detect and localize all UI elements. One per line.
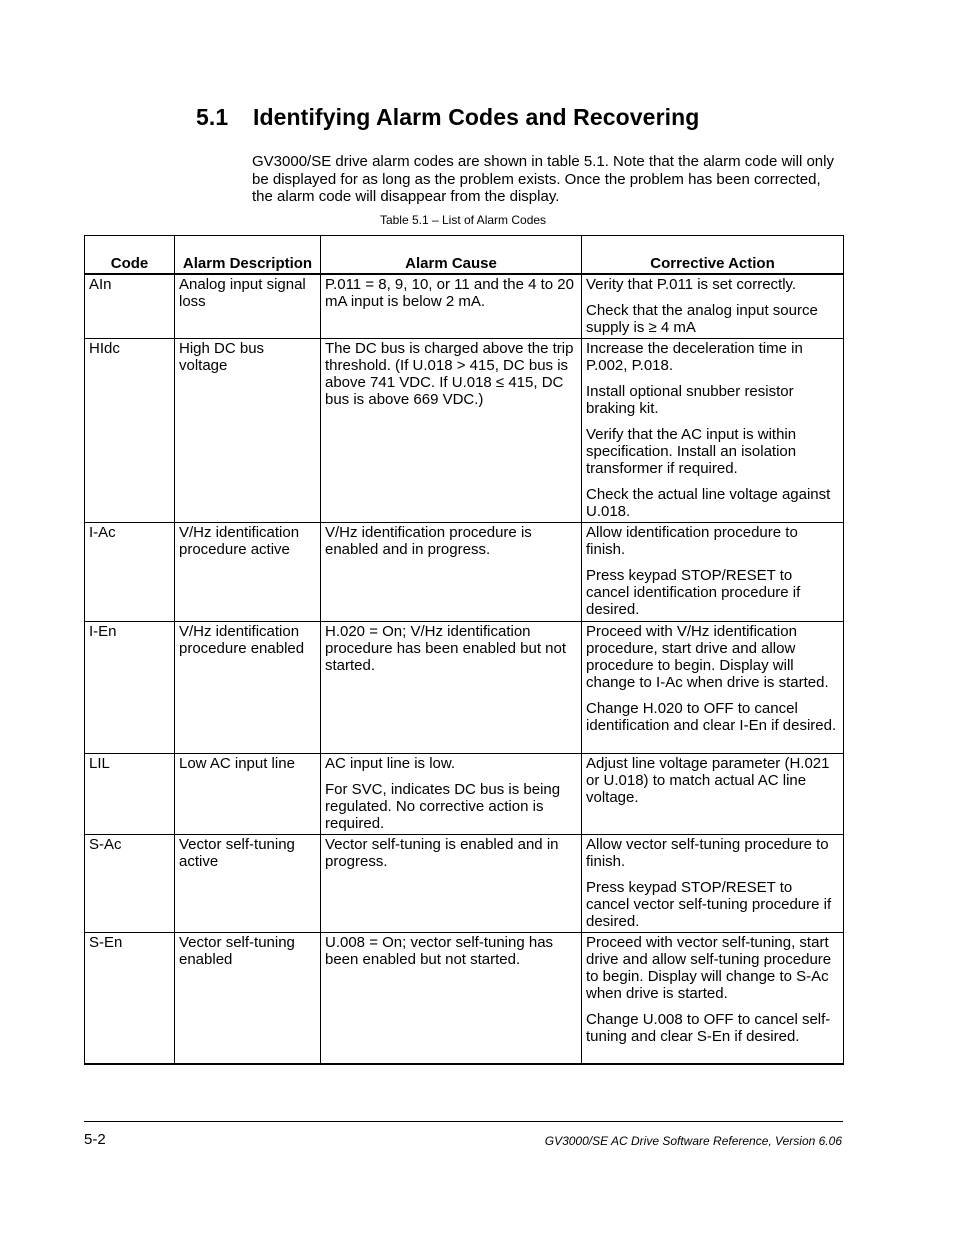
cause-text: U.008 = On; vector self-tuning has been enabled but not started. xyxy=(325,934,554,968)
cause-text: For SVC, indicates DC bus is being regulated. No corrective action is required. xyxy=(325,781,561,832)
cause-text: AC input line is low. xyxy=(325,755,456,772)
cause-text: Vector self-tuning is enabled and in progress. xyxy=(325,836,559,870)
cell-action xyxy=(582,339,844,523)
table-row xyxy=(85,933,844,1064)
action-text: Proceed with V/Hz identification procedure, start drive and allow procedure to begin. Display will change to I-Ac when drive is started. xyxy=(586,623,829,691)
table-row xyxy=(85,523,844,622)
cell-description: Vector self-tuning enabled xyxy=(175,933,321,1064)
action-text: Press keypad STOP/RESET to cancel identification procedure if desired. xyxy=(586,567,801,618)
cause-text: V/Hz identification procedure is enabled and in progress. xyxy=(325,524,532,558)
cause-text: P.011 = 8, 9, 10, or 11 and the 4 to 20 mA input is below 2 mA. xyxy=(325,276,574,310)
cell-description: V/Hz identification procedure enabled xyxy=(175,622,321,754)
header-cause: Alarm Cause xyxy=(321,236,582,275)
alarm-codes-table xyxy=(84,235,844,1065)
cell-cause xyxy=(321,754,582,835)
cell-code: S-Ac xyxy=(85,835,175,933)
section-heading xyxy=(196,104,699,131)
cell-description: Analog input signal loss xyxy=(175,274,321,339)
action-text: Press keypad STOP/RESET to cancel vector self-tuning procedure if desired. xyxy=(586,879,832,930)
cell-cause xyxy=(321,274,582,339)
action-text: Proceed with vector self-tuning, start drive and allow self-tuning procedure to begin. Display will change to S-Ac when drive is started. xyxy=(586,934,832,1002)
cause-text: The DC bus is charged above the trip threshold. (If U.018 > 415, DC bus is above 741 VDC. If U.018 ≤ 415, DC bus is above 669 VDC.) xyxy=(325,340,574,408)
cause-text: H.020 = On; V/Hz identification procedure has been enabled but not started. xyxy=(325,623,567,674)
cell-code: S-En xyxy=(85,933,175,1064)
cell-code: LIL xyxy=(85,754,175,835)
table-row xyxy=(85,754,844,835)
cell-cause xyxy=(321,622,582,754)
table-row xyxy=(85,274,844,339)
page-number: 5-2 xyxy=(84,1131,106,1148)
cell-code: I-Ac xyxy=(85,523,175,622)
cell-code: HIdc xyxy=(85,339,175,523)
action-text: Check that the analog input source supply is ≥ 4 mA xyxy=(586,302,818,336)
footer-divider xyxy=(84,1121,843,1122)
table-row xyxy=(85,835,844,933)
cell-action xyxy=(582,523,844,622)
cell-description: High DC bus voltage xyxy=(175,339,321,523)
cell-cause xyxy=(321,523,582,622)
cell-description: V/Hz identification procedure active xyxy=(175,523,321,622)
action-text: Change H.020 to OFF to cancel identification and clear I-En if desired. xyxy=(586,700,837,734)
action-text: Install optional snubber resistor braking kit. xyxy=(586,383,794,417)
section-number: 5.1 xyxy=(196,104,229,130)
cell-cause xyxy=(321,835,582,933)
footer-doc-title: GV3000/SE AC Drive Software Reference, Version 6.06 xyxy=(544,1134,842,1148)
table-caption: Table 5.1 – List of Alarm Codes xyxy=(379,213,547,227)
action-text: Increase the deceleration time in P.002, P.018. xyxy=(586,340,803,374)
cell-action xyxy=(582,622,844,754)
action-text: Adjust line voltage parameter (H.021 or U.018) to match actual AC line voltage. xyxy=(586,755,830,806)
action-text: Allow vector self-tuning procedure to finish. xyxy=(586,836,829,870)
action-text: Verify that the AC input is within specification. Install an isolation transformer if required. xyxy=(586,426,797,477)
cell-action xyxy=(582,835,844,933)
table-row xyxy=(85,339,844,523)
action-text: Allow identification procedure to finish. xyxy=(586,524,798,558)
cell-description: Low AC input line xyxy=(175,754,321,835)
cell-code: AIn xyxy=(85,274,175,339)
cell-description: Vector self-tuning active xyxy=(175,835,321,933)
table-row xyxy=(85,622,844,754)
table-header-row xyxy=(85,236,844,275)
cell-action xyxy=(582,274,844,339)
action-text: Verity that P.011 is set correctly. xyxy=(586,276,797,293)
cell-cause xyxy=(321,933,582,1064)
action-text: Change U.008 to OFF to cancel self-tuning and clear S-En if desired. xyxy=(586,1011,831,1045)
header-action: Corrective Action xyxy=(582,236,844,275)
cell-action xyxy=(582,754,844,835)
cell-cause xyxy=(321,339,582,523)
cell-action xyxy=(582,933,844,1064)
action-text: Check the actual line voltage against U.018. xyxy=(586,486,831,520)
cell-code: I-En xyxy=(85,622,175,754)
section-title: Identifying Alarm Codes and Recovering xyxy=(253,104,700,130)
header-code: Code xyxy=(85,236,175,275)
intro-paragraph: GV3000/SE drive alarm codes are shown in table 5.1. Note that the alarm code will only be displayed for as long as the problem exists. Once the problem has been corrected, the alarm code will disappear from the display. xyxy=(252,153,834,205)
header-description: Alarm Description xyxy=(175,236,321,275)
